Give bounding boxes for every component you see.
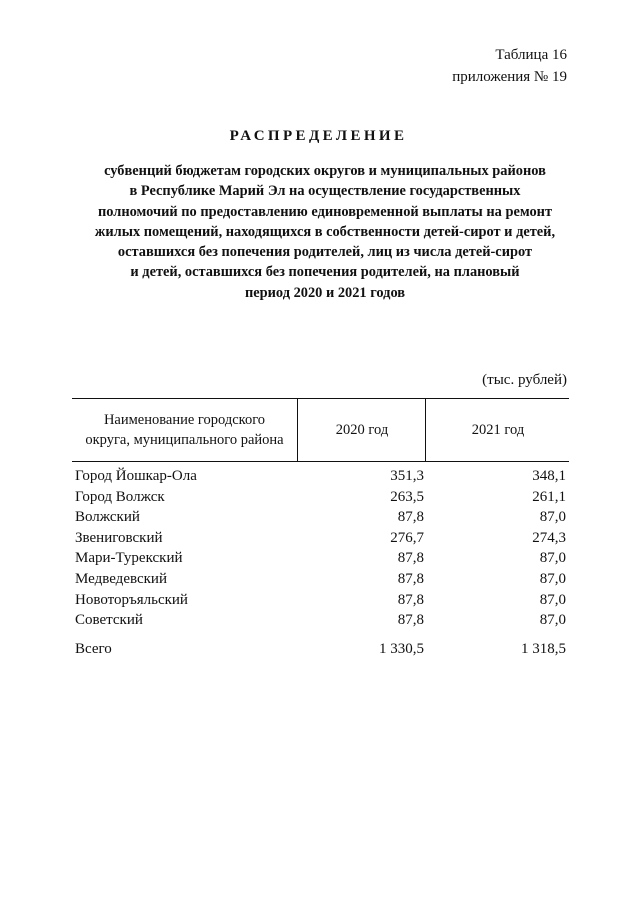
table-row <box>72 590 569 611</box>
subtitle-line: и детей, оставшихся без попечения родителей, на плановый <box>130 264 520 281</box>
row-value-2021: 348,1 <box>532 468 566 484</box>
subtitle-line: период 2020 и 2021 годов <box>244 284 406 301</box>
row-name: Город Волжск <box>75 488 165 505</box>
table-row <box>72 610 569 631</box>
attachment-appendix-number: приложения № 19 <box>452 69 567 85</box>
row-name: Советский <box>75 612 143 629</box>
table-row <box>72 466 569 487</box>
row-value-2020: 87,8 <box>397 612 424 629</box>
units-note: (тыс. рублей) <box>482 372 567 388</box>
subtitle-line: жилых помещений, находящихся в собственности детей-сирот и детей, <box>94 223 556 240</box>
document-subtitle <box>60 161 590 303</box>
header-name-line: округа, муниципального района <box>85 432 284 448</box>
row-value-2020: 87,8 <box>397 591 424 608</box>
table-row <box>72 487 569 508</box>
table-body <box>72 466 569 631</box>
table-row <box>72 528 569 549</box>
row-value-2020: 87,8 <box>397 550 424 567</box>
row-value-2021: 87,0 <box>539 612 566 629</box>
header-2020-column: 2020 год <box>297 399 426 461</box>
header-name-column <box>72 399 297 461</box>
row-value-2021: 261,1 <box>532 488 566 505</box>
table-row <box>72 507 569 528</box>
total-value-2021: 1 318,5 <box>521 641 566 657</box>
subtitle-line: субвенций бюджетам городских округов и муниципальных районов <box>104 163 546 179</box>
row-value-2021: 87,0 <box>539 570 566 587</box>
table-total-row <box>72 639 569 659</box>
row-name: Город Йошкар-Ола <box>75 468 197 484</box>
row-name: Медведевский <box>75 570 167 587</box>
row-value-2020: 263,5 <box>390 488 424 505</box>
row-name: Звениговский <box>75 529 163 546</box>
row-name: Волжский <box>75 509 140 526</box>
row-value-2021: 87,0 <box>539 509 566 526</box>
row-name: Мари-Турекский <box>75 550 183 567</box>
table-header <box>72 398 569 462</box>
row-value-2021: 274,3 <box>532 529 566 546</box>
row-value-2020: 87,8 <box>397 570 424 587</box>
total-value-2020: 1 330,5 <box>379 641 424 657</box>
row-value-2020: 276,7 <box>390 529 424 546</box>
row-value-2020: 87,8 <box>397 509 424 526</box>
header-2021-column: 2021 год <box>425 399 570 461</box>
table-row <box>72 548 569 569</box>
row-value-2020: 351,3 <box>390 468 424 484</box>
row-name: Новоторъяльский <box>75 591 188 608</box>
header-name-line: Наименование городского <box>103 412 266 428</box>
table-row <box>72 569 569 590</box>
subtitle-line: оставшихся без попечения родителей, лиц из числа детей-сирот <box>117 244 533 261</box>
attachment-table-number: Таблица 16 <box>495 47 567 63</box>
row-value-2021: 87,0 <box>539 591 566 608</box>
subtitle-line: полномочий по предоставлению единовременной выплаты на ремонт <box>97 203 553 220</box>
total-label: Всего <box>75 641 112 657</box>
document-heading: РАСПРЕДЕЛЕНИЕ <box>229 128 408 144</box>
distribution-table <box>72 398 569 657</box>
attachment-reference <box>452 44 567 88</box>
row-value-2021: 87,0 <box>539 550 566 567</box>
subtitle-line: в Республике Марий Эл на осуществление государственных <box>129 183 521 200</box>
